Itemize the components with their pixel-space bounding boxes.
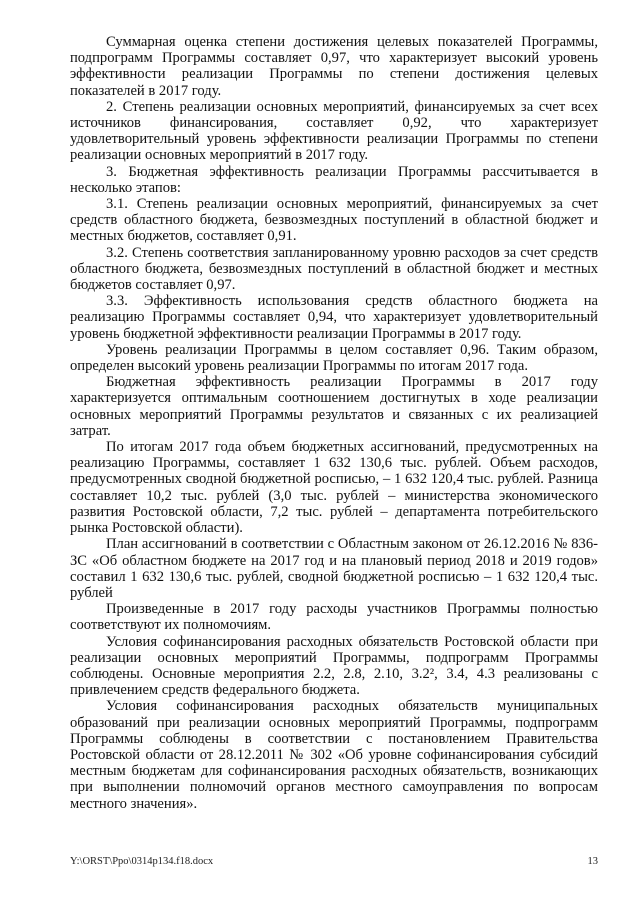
paragraph-participant-expenses: Произведенные в 2017 году расходы участников Программы полностью соответствуют их полномочиям. xyxy=(70,601,598,634)
paragraph-budget-efficiency-2017: Бюджетная эффективность реализации Программы в 2017 году характеризуется оптимальным соотношением достигнутых в ходе реализации основных мероприятий Программы результатов и связанных с их реализацией затрат. xyxy=(70,374,598,439)
paragraph-regional-cofinancing: Условия софинансирования расходных обязательств Ростовской области при реализации основных мероприятий Программы, подпрограмм Программы соблюдены. Основные мероприятия 2.2, 2.8, 2.10, 3.2², 3.4, 4.3 реализованы с привлечением средств федерального бюджета. xyxy=(70,633,598,699)
footer-page-number: 13 xyxy=(587,856,598,867)
paragraph-budget-efficiency-stages: 3. Бюджетная эффективность реализации Программы рассчитывается в несколько этапов: xyxy=(70,163,598,196)
paragraph-overall-level: Уровень реализации Программы в целом составляет 0,96. Таким образом, определен высокий уровень реализации Программы по итогам 2017 года. xyxy=(70,341,598,375)
paragraph-appropriations-totals: По итогам 2017 года объем бюджетных ассигнований, предусмотренных на реализацию Программы, составляет 1 632 130,6 тыс. рублей. Объем расходов, предусмотренных сводной бюджетной росписью, – 1 632 120,4 тыс. рублей. Разница составляет 10,2 тыс. рублей (3,0 тыс. рублей – министерства экономического развития Ростовской области, 7,2 тыс. рублей – департамента потребительского рынка Ростовской области). xyxy=(70,439,598,537)
paragraph-regional-law-plan: План ассигнований в соответствии с Областным законом от 26.12.2016 № 836-ЗС «Об областном бюджете на 2017 год и на плановый период 2018 и 2019 годов» составил 1 632 130,6 тыс. рублей, сводной бюджетной росписью – 1 632 120,4 тыс. рублей xyxy=(70,536,598,601)
paragraph-summary-score: Суммарная оценка степени достижения целевых показателей Программы, подпрограмм Программы составляет 0,97, что характеризует высокий уровень эффективности реализации Программы по степени достижения целевых показателей в 2017 году. xyxy=(70,34,598,99)
paragraph-stage-3-2: 3.2. Степень соответствия запланированному уровню расходов за счет средств областного бюджета, безвозмездных поступлений в областной бюджет и местных бюджетов составляет 0,97. xyxy=(70,244,598,294)
paragraph-measures-all-sources: 2. Степень реализации основных мероприятий, финансируемых за счет всех источников финансирования, составляет 0,92, что характеризует удовлетворительный уровень эффективности реализации Программы по степени реализации основных мероприятий в 2017 году. xyxy=(70,98,598,164)
document-body xyxy=(70,34,598,812)
paragraph-municipal-cofinancing: Условия софинансирования расходных обязательств муниципальных образований при реализации основных мероприятий Программы, подпрограмм Программы соблюдены в соответствии с постановлением Правительства Ростовской области от 28.12.2011 № 302 «Об уровне софинансирования субсидий местным бюджетам для софинансирования расходных обязательств, возникающих при выполнении полномочий органов местного самоуправления по вопросам местного значения». xyxy=(70,698,598,812)
footer-file-path: Y:\ORST\Ppo\0314p134.f18.docx xyxy=(70,856,214,867)
paragraph-stage-3-1: 3.1. Степень реализации основных мероприятий, финансируемых за счет средств областного бюджета, безвозмездных поступлений в областной бюджет и местных бюджетов, составляет 0,91. xyxy=(70,196,598,245)
paragraph-stage-3-3: 3.3. Эффективность использования средств областного бюджета на реализацию Программы составляет 0,94, что характеризует удовлетворительный уровень бюджетной эффективности реализации Программы в 2017 году. xyxy=(70,293,598,342)
page-footer xyxy=(70,856,598,868)
